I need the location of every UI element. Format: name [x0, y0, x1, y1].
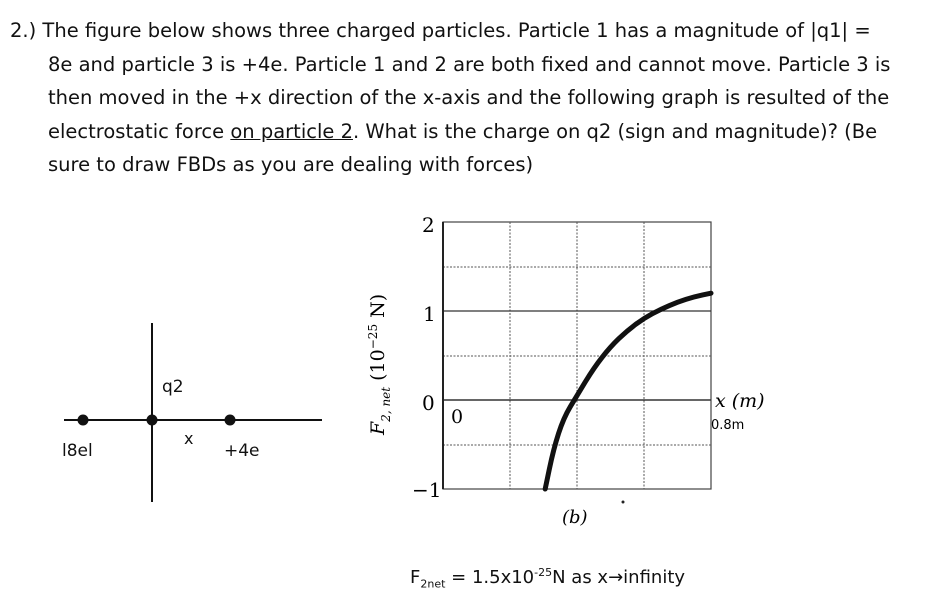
particle-1-dot — [78, 415, 89, 426]
series-layer — [545, 293, 711, 489]
problem-number: 2.) — [10, 19, 37, 42]
particle-figure — [0, 0, 360, 609]
particle-2-dot — [147, 415, 158, 426]
particle-3-label: +4e — [224, 441, 260, 461]
underlined-phrase: on particle 2 — [230, 119, 353, 143]
panel-label: (b) — [562, 507, 588, 528]
particle-3-dot — [225, 415, 236, 426]
problem-line-5: sure to draw FBDs as you are dealing with forces) — [48, 153, 534, 176]
particle-2-label: q2 — [162, 377, 184, 397]
force-curve-line — [545, 293, 711, 489]
origin-label: 0 — [451, 406, 464, 428]
y-tick-neg1: −1 — [412, 478, 442, 502]
asymptote-note: $F_{2net} = 1.5x10^{-25}N$ as x→infinity — [410, 566, 686, 591]
graph-gridlines — [443, 222, 711, 489]
y-axis-label: $F_{2, net}$ ($10^{-25}$ N) — [366, 293, 393, 435]
problem-line-1: 2.) The figure below shows three charged particles. Particle 1 has a magnitude of |q1| = — [10, 19, 871, 42]
x-end-label: 0.8m — [711, 418, 745, 433]
stray-dot — [622, 501, 625, 504]
y-tick-0: 0 — [422, 391, 435, 415]
problem-line-3: then moved in the +x direction of the x-axis and the following graph is resulted of the — [48, 86, 890, 109]
particle-1-label: l8el — [62, 441, 93, 461]
x-axis-label: x (m) — [715, 390, 765, 412]
x-position-label: x — [184, 429, 194, 448]
problem-line-4: electrostatic force on particle 2. What is the charge on q2 (sign and magnitude)? (Be — [48, 119, 878, 143]
force-graph — [340, 195, 810, 540]
y-tick-1: 1 — [423, 302, 436, 326]
problem-line-2: 8e and particle 3 is +4e. Particle 1 and 2 are both fixed and cannot move. Particle 3 is — [48, 52, 891, 76]
y-tick-2: 2 — [422, 213, 435, 237]
